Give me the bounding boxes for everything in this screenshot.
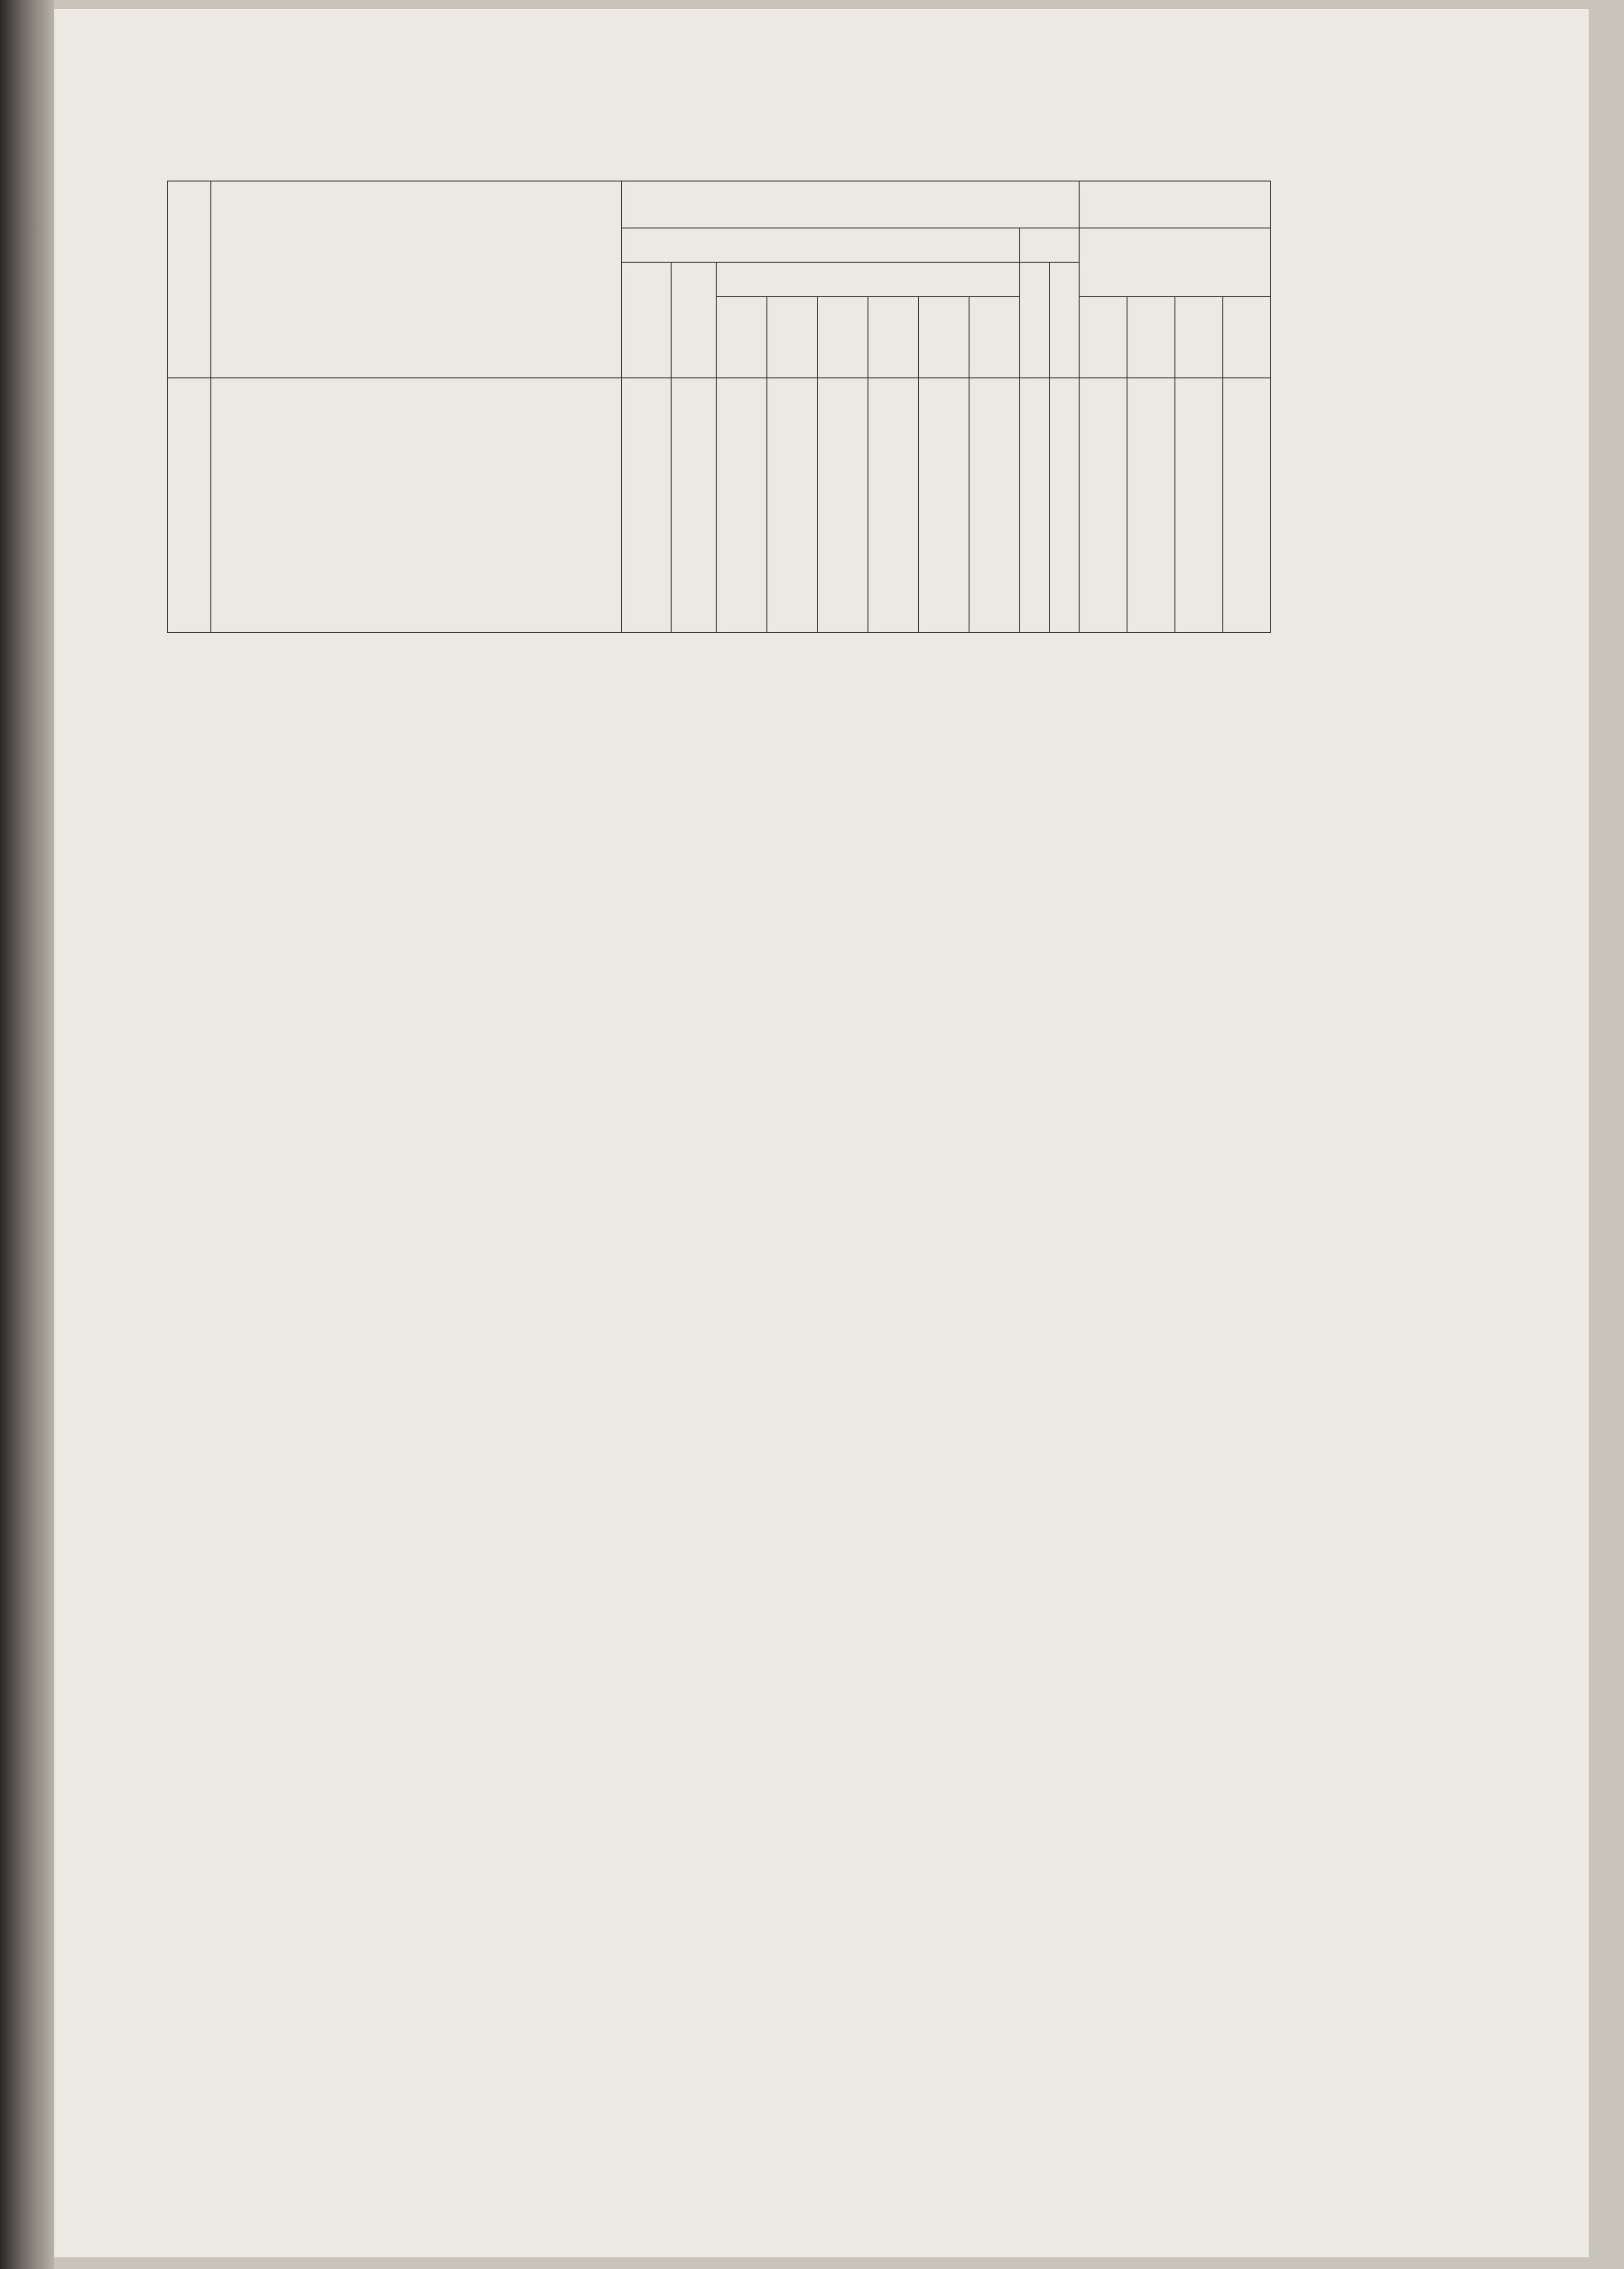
schweine-header <box>1223 297 1271 378</box>
row-nr <box>168 532 211 633</box>
katastral-header <box>622 181 1080 228</box>
table-row-4 <box>168 532 1271 633</box>
davon-header <box>717 263 1020 297</box>
section-title <box>211 378 622 469</box>
rinder-header <box>1128 297 1175 378</box>
viehstand-header <box>1080 228 1271 297</box>
book-spine <box>0 0 54 2269</box>
col-name-header <box>211 181 622 378</box>
section-subtitle <box>211 469 622 532</box>
gross-header <box>1020 263 1050 378</box>
steuer-header <box>672 263 717 378</box>
notes-section <box>194 1603 1535 1615</box>
wald-header <box>970 297 1020 378</box>
gaerten-header <box>818 297 868 378</box>
areal-header <box>622 228 1020 263</box>
im-ganzen-header <box>622 263 672 378</box>
section-row <box>168 378 1271 469</box>
wiesen-header <box>767 297 818 378</box>
ortsgemeinden-header <box>1080 181 1271 228</box>
fabriken-header <box>1050 263 1080 378</box>
schafe-header <box>1175 297 1223 378</box>
section-sub-row <box>168 469 1271 532</box>
anzahl-header <box>1020 228 1080 263</box>
hutw-header <box>919 297 970 378</box>
acker-header <box>717 297 767 378</box>
statistics-table <box>167 181 1271 640</box>
wein-header <box>868 297 919 378</box>
col-nr-header <box>168 181 211 378</box>
pferde-header <box>1080 297 1128 378</box>
